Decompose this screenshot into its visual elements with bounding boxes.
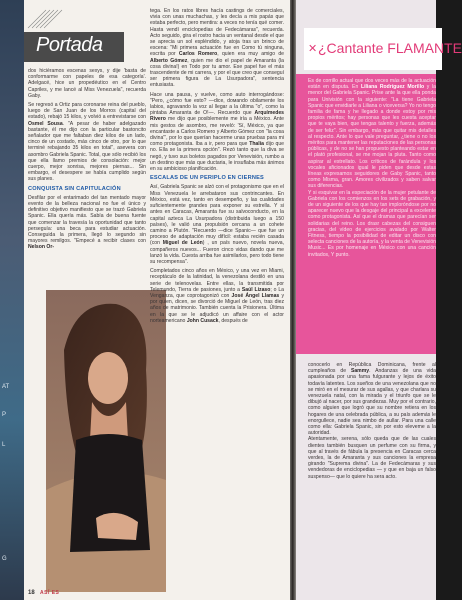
- name-highlight: Alberto Gómez: [150, 57, 188, 64]
- page-number: 18: [28, 590, 35, 596]
- text: , después de: [218, 317, 248, 324]
- name-highlight: Sammy: [350, 368, 370, 375]
- text: me dijo que posiblemente me iría a México. Ante mis gestos de asombro, me reveló: 'Sí, México, ya que encantaste a Carlos Romero y Alberto Gómez con "la cosa divina"', por lo que querían hacerme unas pruebas para mi como protagonista. Iba a ir, pero para que: [150, 116, 284, 148]
- text: Desfilar por el entarimado del tan mentado mayor evento de la belleza nacional no fue el único y definitivo objetivo manifiesto que se trazó Gabriela Spanic. Ella quería más. Sabía de buena fuente que comenzar la travesía la oportunidad que tanto perseguía: una beca para estudiar actuación. Conseguida la primera, llegó lo segundo sin mayores remilgos. "Empecé a recibir clases con: [28, 194, 146, 245]
- sidebar-title: ¿Cantante FLAMANTE: [318, 40, 462, 56]
- magazine-name: ASÍ ES: [40, 590, 60, 596]
- paragraph: [28, 102, 146, 183]
- text: Así, Gabriela Spanic se alzó con el protagonismo que en el Miss Venezuela le arrebataron sus contrincantes. En México, está vez, tanto en desempeño, y las cualidades suficientemente grandes para exponer su estrella. Y si antes en Caracas, Amarantа fue su salvoconducto, en la capital azteca La Usurpadora (distribuida luego a 150 países), le valió una propulsión cercana a un cohete camino a Plutón. "Recuerdo —dice Spanic— que fue un proceso de adaptación muy difícil: estaba recién casada (con: [150, 184, 284, 247]
- name-highlight: Liliana Rodríguez Morillo: [360, 84, 425, 91]
- text: dijo que no. Ella se la primera opción". Rezó tanto que la diva se negó, y tuvo sus boletos pagados por Venevisión, rumbo a un destino que más que ductaria, le insuflaba más ánimos en su ambicioso planificación.: [150, 141, 284, 173]
- text: Y si esquivar en la especiación de la mujer petulante de Gabriela con los comienzos en los sets de grabación, y de un siguiente de los que hay tan imploróndose por no aparecer nuevo que la desgaje del principal a excelente como protagonista. Así que el dramas que parecían ser solidarias del reino. Los drasr cabezas del consiguen gracias, del vídeo de ejercicios avalado por Walter Fitness, tiempo la posibilidad de editar un disco con selecta canciones de la autoría, y la venta de Venevisión Music... Es por homenaje en México con una canción invitados, Y punto.: [308, 189, 436, 258]
- name-highlight: Saúl Lizaso: [241, 286, 271, 293]
- paragraph: [28, 195, 146, 251]
- section-label: Portada: [36, 34, 103, 56]
- portrait-photo-illustration: [46, 290, 166, 592]
- paragraph: [150, 8, 284, 89]
- paragraph: [28, 68, 146, 99]
- text: ; o La Venganza, que coprotagonizó con: [150, 286, 284, 299]
- paragraph: [150, 268, 284, 324]
- text: Completados cinco años en México, y una vez en Miami, receptáculo de la latinidad, la venezolana destiló en una serie de telenovelas. Entre ellas, la transmitida por Telemundo, Tierra de pasiones, junto a: [150, 268, 284, 293]
- paragraph: [308, 436, 436, 479]
- adjacent-page-edge: [0, 0, 24, 600]
- ornament-lines-icon: [26, 8, 114, 30]
- edge-text: AT: [2, 384, 10, 390]
- right-page: [296, 0, 462, 600]
- name-highlight: John Cusack: [186, 317, 219, 324]
- name-highlight: Miguel de León: [162, 240, 203, 247]
- text: Hace una pausa, y vuelve, como auto interrogándose: "Pero, ¿cómo fue esto? —dice, doмando obilamente los labios, agravando la voz al llegar a la última "o", como la pintaba Amarantа de O!—. Recuerdo que: [150, 91, 284, 117]
- name-highlight: Thalía: [249, 141, 264, 148]
- right-article-column: [308, 362, 436, 594]
- text: , quien me dio el papel de Amarantа (la cosa divina!) en Todo por tu amor. Ese papel fue el más trascendente de mi carrera, y por el que creo que conseguí ser primera figura de La Usurpadora", sentencia entusiasta.: [150, 57, 284, 89]
- paragraph: [308, 78, 436, 190]
- text: ) , un país nuevo, novela nueva, compañeros nuevos... Fueron cinco vidas dando que me lanzó la vida. Cuesta arriba fue asimilarlos, pero todo tiene su recompensa".: [150, 240, 284, 265]
- paragraph: [308, 362, 436, 436]
- subheading: CONQUISTA SIN CAPITULACIÓN: [28, 185, 121, 192]
- name-highlight: Nelson Or-: [28, 244, 55, 251]
- paragraph: [150, 184, 284, 265]
- paragraph: [308, 190, 436, 258]
- text: y la menor del Gabriela Spanic. Prise ante la que ella ponda para Univisión con la siguiente: "La tiene Gabriela Spanic que envidiarle a Liliana o viceversa? Yo no tengo familia de fama y he llegado a donde estoy por mis propios méritos; hay personas que les cuesta aceptar que te vaya bien, que tengas talento y fuerza, además de ser feliz". Sin embargo, más que quitar mis detalles al respecto. Ante lo que vale preguntar, ¿tiene o no los méritos para mantener las reputaciones de las personas públicas, y de no se han propuesto planteando estar en el plató profesional, se me mojan la pluta. Tanto como aspirar al estrellato. Los críticos de farándula y los vocales aficionados igual le piden que desde estas líneas expresamos seguidores de Gaby Spanic, tanto como Misma, gran. Amores civilizados y saben salvar sus diferencias.: [308, 84, 437, 190]
- edge-text: P: [2, 412, 7, 418]
- portrait-photo: [46, 290, 166, 592]
- edge-text: G: [2, 556, 7, 562]
- edge-text: L: [2, 442, 6, 448]
- close-icon: ✕: [308, 43, 318, 55]
- text: , quien era muy amigo de: [217, 51, 285, 58]
- name-highlight: Arquímedes Rivero: [150, 110, 284, 123]
- subheading: ESCALAS DE UN PERIPLO EN CIERNES: [150, 175, 264, 182]
- text: . Andanzas de una vida apasionada por una fama fulgurante y lejos de éxito todavía latentes. Los sueños de una venezolana que no se miró en el mesurar de sus agallas, y que charlara su venezuela natal, con la mirada y el triunfo que se le dibujó al nacer, por sus grandezas. Muy por el contrario, como alguien que logró que su nombre retiera en los hogares de una celebrada pública, a su país además le enorgullece, nadie sea nimbo de aullar. Para una calle como ella: Gabriela Spanic, sin por esto eleveme a la autoridad.: [308, 368, 436, 437]
- text: dos hicièramos escenas sexys, y dije 'basta de conformarme con papeles de esa categoría'. Adelgacé, hice un propedéutico en el Centro Capriles, y me lancé al Miss Venezuela", recuerda Gaby.: [28, 68, 146, 99]
- name-highlight: Carlos Romero: [178, 51, 218, 58]
- text: Es de corrillo actual que dos veces más de la actuación están en disputa. En: [308, 78, 436, 91]
- name-highlight: Osmel Sousa: [28, 120, 63, 127]
- text: y por quien, dicen, se divorció de Miguel de León, tras diez años de matrimonio. También cuenta la Prisionera. Última en la que se le adjudicó un affaire con el actor norteamericano: [150, 292, 284, 324]
- name-highlight: José Ángel Llamas: [231, 292, 280, 299]
- sidebar-text: [308, 78, 436, 348]
- text: Atentamente, serena, sólo queda que de las cuales dientes también busquen un perfume con su firma, y que al través de fábula la presencia en Caracas cerca verdes, la de Amarantа y sus canciones la empresa girando "Suprema divina". La de Fedecámaras y sus vendedoras de enciclopedias — y que en baja un falso suspenso— que lo quiere ha sera acto.: [308, 436, 436, 480]
- text: . "A pesar de haber adelgazado bastante, él me dijo con la particular bastoncito señalador que me faltaban diez kilos de un lado, cinco de un costado, más cinco de otro, por lo que terminé rebajando 35 kilos en total", asevera con asombro Gabriela Spanic. Total, que sólo recibió los que ella llamo premios de consolación: mejor cuerpo, mejor sonrisa, mejores piernas... Sin embargo, el desespere se había cumplido según sus planes.: [28, 120, 146, 183]
- text: Se regresó a Ortiz para coronarse reina del pueblo, luego de San Juan de los Morros (capital del estado), rebajó 15 kilos, y volvió a entrevistarse con: [28, 102, 146, 121]
- text: conocerlo en República Dominicana, frente al cumpleaños de: [308, 362, 436, 375]
- paragraph: [150, 92, 284, 173]
- article-column-1: [28, 68, 146, 286]
- article-column-2: [150, 8, 284, 592]
- text: tega. En los ratos libres hacía castings de comerciales, viviа con unas muchachas, y les decía a mis papás que estaba perfecto, pero mentira: a veces no tenía qué comer. Hasta vendí enciclopedias de Fedecámaras", recuerda. Acto seguido, gira el rostro hacia un ventanal desde el que se aprecia un sol espléndido, y atoja tras un brinco de escena: "Mi primera actuación fue en Como tú ninguna, escrita por: [150, 8, 284, 58]
